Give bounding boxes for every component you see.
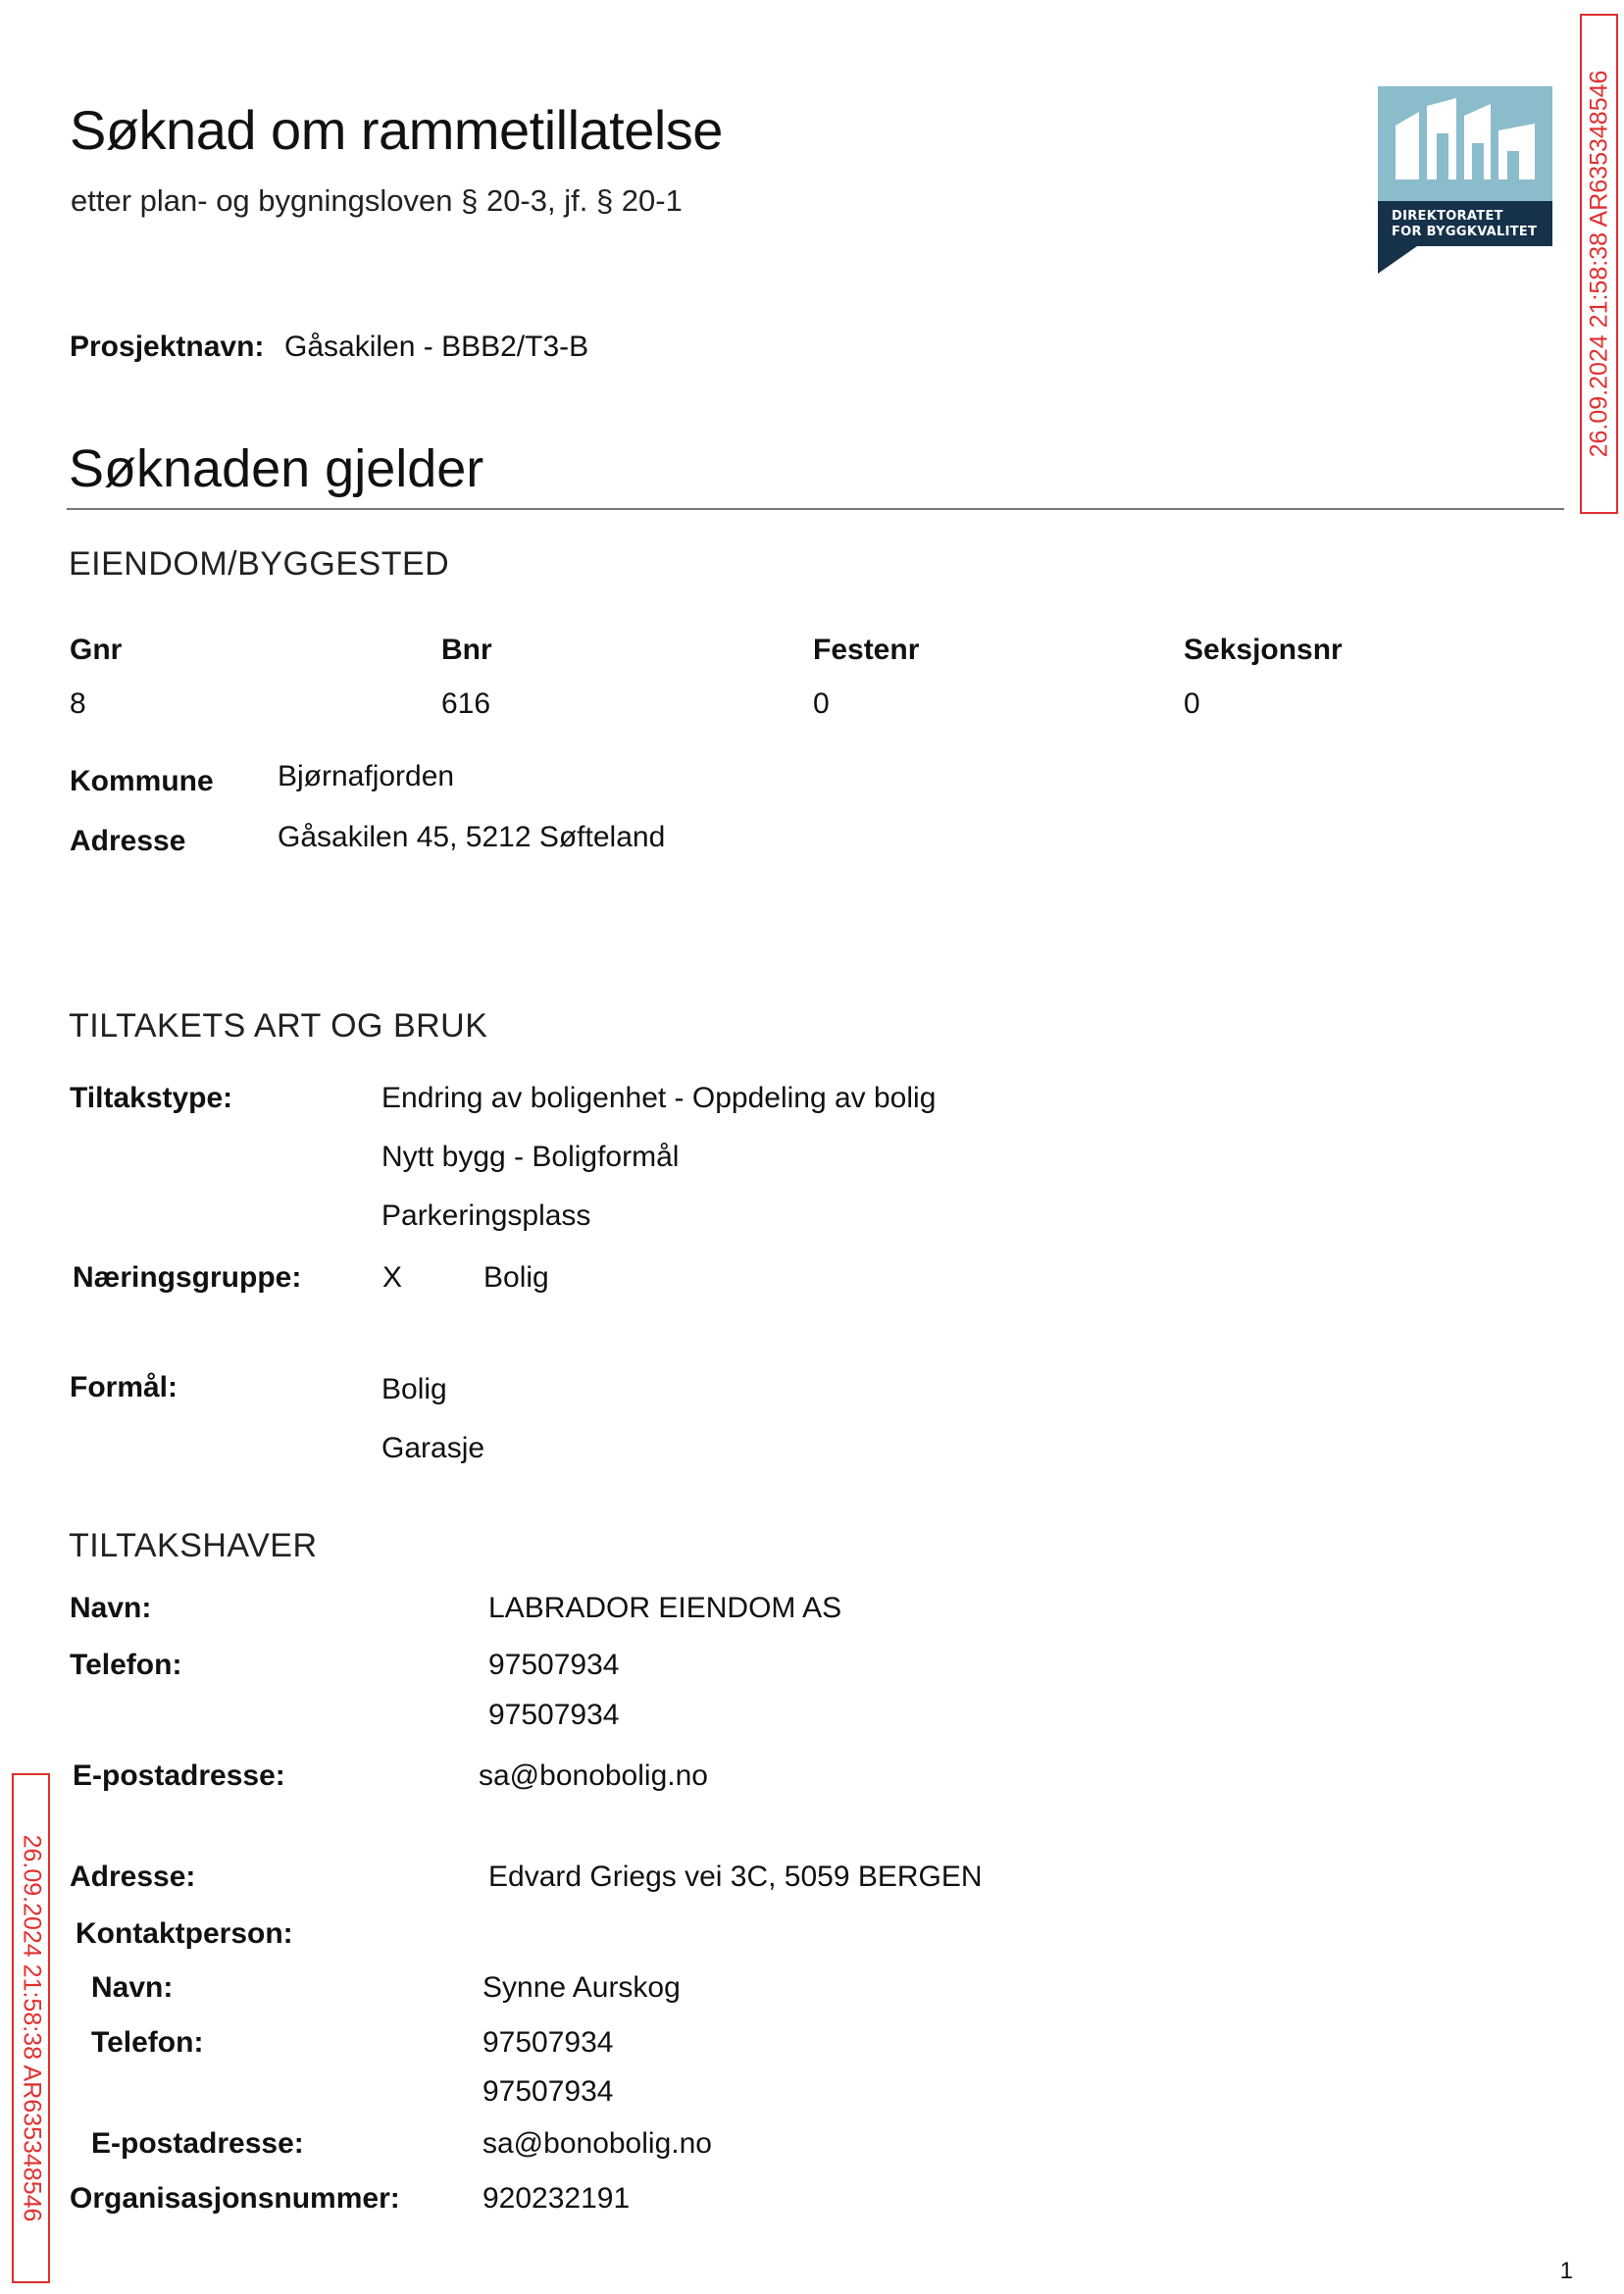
receipt-stamp-side xyxy=(12,1773,50,2283)
receipt-stamp-top xyxy=(1580,14,1618,514)
logo-line-1: DIREKTORATET xyxy=(1392,209,1503,224)
project-value: Gåsakilen - BBB2/T3-B xyxy=(284,331,589,363)
owner-epost-label: E-postadresse: xyxy=(73,1759,285,1792)
page-number: 1 xyxy=(1559,2258,1573,2284)
contact-telefon-value-1: 97507934 xyxy=(482,2026,614,2059)
property-value-gnr: 8 xyxy=(70,688,86,720)
logo-text-band xyxy=(1378,201,1552,246)
adresse-value: Gåsakilen 45, 5212 Søfteland xyxy=(278,821,666,853)
document-subtitle: etter plan- og bygningsloven § 20-3, jf. § 20-1 xyxy=(71,183,683,218)
section-title-measure: TILTAKETS ART OG BRUK xyxy=(69,1007,488,1045)
tiltakstype-value-2: Nytt bygg - Boligformål xyxy=(381,1141,680,1173)
contact-epost-label: E-postadresse: xyxy=(91,2127,304,2160)
owner-adresse-value: Edvard Griegs vei 3C, 5059 BERGEN xyxy=(488,1861,983,1893)
direktoratet-logo xyxy=(1378,86,1552,275)
stamp-text-side: 26.09.2024 21:58:38 AR635348546 xyxy=(18,1834,45,2222)
section-title-owner: TILTAKSHAVER xyxy=(69,1527,318,1564)
logo-line-2: FOR BYGGKVALITET xyxy=(1392,225,1538,239)
owner-telefon-value-2: 97507934 xyxy=(488,1699,620,1731)
owner-navn-label: Navn: xyxy=(70,1592,152,1624)
kommune-label: Kommune xyxy=(70,765,214,797)
owner-epost-value: sa@bonobolig.no xyxy=(479,1759,708,1792)
naeringsgruppe-code: X xyxy=(382,1261,403,1294)
project-label: Prosjektnavn: xyxy=(70,331,265,363)
contact-navn-label: Navn: xyxy=(91,1971,174,2004)
formal-value-1: Bolig xyxy=(381,1373,447,1405)
property-col-seksjonsnr: Seksjonsnr xyxy=(1184,634,1343,666)
owner-telefon-label: Telefon: xyxy=(70,1649,182,1681)
property-col-bnr: Bnr xyxy=(441,634,492,666)
owner-telefon-value-1: 97507934 xyxy=(488,1649,620,1681)
naeringsgruppe-label: Næringsgruppe: xyxy=(73,1261,302,1294)
property-col-gnr: Gnr xyxy=(70,634,123,666)
contact-telefon-label: Telefon: xyxy=(91,2026,204,2059)
tiltakstype-value-1: Endring av boligenhet - Oppdeling av bolig xyxy=(381,1082,937,1114)
contact-navn-value: Synne Aurskog xyxy=(482,1971,681,2004)
contact-epost-value: sa@bonobolig.no xyxy=(482,2127,712,2160)
owner-adresse-label: Adresse: xyxy=(70,1861,196,1893)
contact-telefon-value-2: 97507934 xyxy=(482,2075,614,2108)
adresse-label: Adresse xyxy=(70,825,186,857)
section-heading: Søknaden gjelder xyxy=(69,439,484,498)
naeringsgruppe-value: Bolig xyxy=(483,1261,549,1294)
formal-label: Formål: xyxy=(70,1371,178,1403)
document-title: Søknad om rammetillatelse xyxy=(70,99,723,161)
owner-navn-value: LABRADOR EIENDOM AS xyxy=(488,1592,842,1624)
property-value-seksjonsnr: 0 xyxy=(1184,688,1200,720)
tiltakstype-value-3: Parkeringsplass xyxy=(381,1199,591,1232)
formal-value-2: Garasje xyxy=(381,1432,485,1464)
logo-buildings-icon xyxy=(1378,86,1552,201)
orgnr-label: Organisasjonsnummer: xyxy=(70,2182,400,2215)
stamp-text-top: 26.09.2024 21:58:38 AR635348546 xyxy=(1585,70,1612,458)
logo-flag-icon xyxy=(1378,246,1417,274)
contact-person-label: Kontaktperson: xyxy=(76,1917,293,1950)
section-title-property: EIENDOM/BYGGESTED xyxy=(69,545,450,583)
orgnr-value: 920232191 xyxy=(482,2182,631,2215)
kommune-value: Bjørnafjorden xyxy=(278,760,455,792)
property-col-festenr: Festenr xyxy=(813,634,920,666)
property-value-festenr: 0 xyxy=(813,688,830,720)
property-value-bnr: 616 xyxy=(441,688,491,720)
tiltakstype-label: Tiltakstype: xyxy=(70,1082,233,1114)
heading-divider xyxy=(67,508,1564,510)
